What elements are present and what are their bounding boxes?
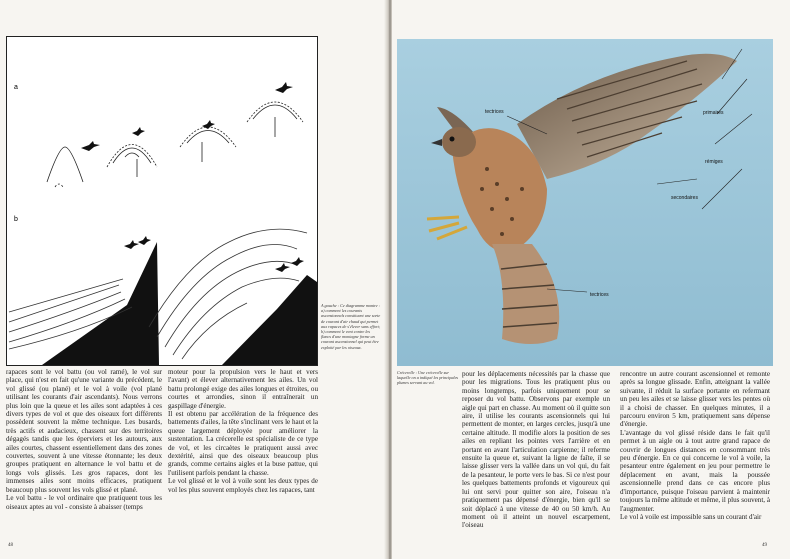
label-remiges: rémiges	[705, 159, 723, 165]
paragraph: Le vol à voile est impossible sans un courant d'air	[620, 512, 762, 521]
paragraph: L'avantage du vol glissé réside dans le fait qu'il permet à un aigle ou à tout autre grand rapace de couvrir de longues distances en consommant très peu d'énergie. En ce qui concerne le vol à voile, la pesanteur entre également en jeu pour permettre le déplacement en avant, mais la poussée ascensionnelle prend dans ce cas encore plus d'importance, puisque l'oiseau parvient à maintenir toujours la même altitude et même, il plus souvent, à l'augmenter.	[620, 428, 770, 513]
label-secondaires: secondaires	[671, 195, 698, 201]
right-page	[392, 0, 790, 559]
paragraph: rapaces sont le vol battu (ou vol ramé), le vol sur place, qui n'est en fait qu'une variante du précédent, le vol glissé (ou plané) et le vol à voile (vol plané utilisant les courants d'air ascendants). Nous verrons plus loin que la queue et les ailes sont adaptées à ces divers types de vol et que des oiseaux fort différents possèdent souvent la même technique. Les busards, très actifs et audacieux, chassent sur des territoires dégagés tandis que les éperviers et les autours, aux ailes courtes, chassent essentiellement dans des zones couvertes, souvent à une vitesse étonnante; les deux groupes pratiquent en alternance le vol battu et de longs vols glissés. Les gros rapaces, dont les immenses ailes sont moins efficaces, pratiquent beaucoup plus souvent les vols glissé et plané.	[6, 368, 162, 494]
paragraph: Le vol glissé et le vol à voile sont les deux types de vol les plus souvent employés chez les rapaces, tant	[168, 477, 318, 494]
head	[442, 127, 476, 157]
left-column-2	[168, 368, 318, 494]
left-column-1	[6, 368, 162, 511]
right-column-1	[462, 370, 610, 530]
eagle-silhouettes-a	[81, 82, 293, 151]
label-tectrices-bottom: tectrices	[590, 292, 609, 298]
page-number-right: 49	[762, 543, 767, 548]
diagram-drawing	[7, 37, 317, 365]
thermal-diagram	[6, 36, 318, 366]
paragraph: moteur pour la propulsion vers le haut et vers l'avant) et élever alternativement les ailes. Un vol battu prolongé exige des ailes longues et étroites, ou courtes et arrondies, sinon il entraînerait un gaspillage d'énergie.	[168, 368, 318, 410]
label-primaires: primaires	[703, 110, 724, 116]
kestrel-drawing	[397, 39, 773, 366]
eye	[450, 137, 455, 142]
photo-caption: Crécerelle : Une crécerelle sur laquelle on a indiqué les principales plumes servant au vol.	[397, 370, 459, 386]
paragraph: Il est obtenu par accélération de la fréquence des battements d'ailes, la tête s'inclinant vers le haut et la queue largement déployée pour améliorer la sustentation. La crécerelle est spécialiste de ce type de vol, et les circaètes le pratiquent aussi avec dextérité, ainsi que des oiseaux beaucoup plus grands, comme certains aigles et la buse pattue, qui l'utilisent parfois pendant la chasse.	[168, 410, 318, 477]
diagram-caption: A gauche : Ce diagramme montre : a) comment les courants ascensionnels constituent une sorte de courant d'air chaud qui permet aux rapaces de s'élever sans effort; b) comment le vent contre les flancs d'une montagne forme un courant ascensionnel qui peut être exploité par les oiseaux.	[321, 303, 381, 350]
paragraph: Le vol battu - le vol ordinaire que pratiquent tous les oiseaux aptes au vol - consiste à abaisser (temps	[6, 494, 162, 511]
paragraph: rencontre un autre courant ascensionnel et remonte après sa longue glissade. Enfin, atteignant la vallée suivante, il réduit la surface portante en refermant un peu les ailes et se laisse glisser vers les pentes où il a choisi de chasser. En quelques minutes, il a parcouru environ 5 km, pratiquement sans dépense d'énergie.	[620, 370, 770, 429]
figure-label-b: b	[14, 216, 18, 223]
page-number-left: 48	[8, 543, 13, 548]
figure-label-a: a	[14, 84, 18, 91]
kestrel-photo	[397, 39, 773, 366]
right-column-2	[620, 370, 770, 521]
left-page	[0, 0, 388, 559]
label-tectrices-top: tectrices	[485, 109, 504, 115]
paragraph: pour les déplacements nécessités par la chasse que pour les migrations. Tous les pratiquent plus ou moins longtemps, parfois uniquement pour se reposer du vol battu. Observons par exemple un aigle qui part en chasse. Au moment où il quitte son aire, il utilise les courants ascensionnels qui lui permettent de monter, en larges cercles, jusqu'à une certaine altitude. Il modifie alors la position de ses ailes en repliant les pointes vers l'arrière et en portant en avant l'articulation carpienne; il referme ensuite la queue et, suivant la ligne de faîte, il se laisse glisser vers la vallée dans un vol qui, du fait de la pesanteur, le porte vers le bas. Si ce n'est pour les quelques battements profonds et vigoureux qui lui ont servi pour quitter son aire, l'oiseau n'a pratiquement pas dépensé d'énergie, bien qu'il se soit déplacé à une vitesse de 40 ou 50 km/h. Au moment où il atteint un nouvel escarpement, l'oiseau	[462, 370, 610, 530]
thermal-loops	[47, 102, 303, 187]
